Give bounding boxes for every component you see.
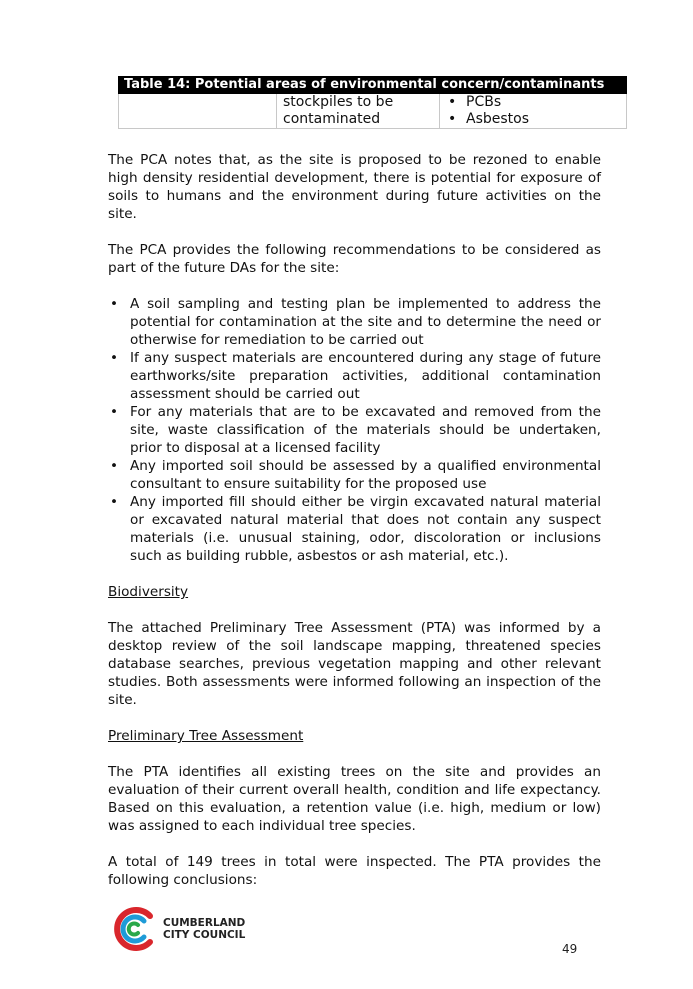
list-item: • Any imported soil should be assessed by a qualified environmental consultant to ensure suitability for the proposed use [108,457,601,493]
logo-line-2: CITY COUNCIL [163,929,246,941]
paragraph-pca-notes: The PCA notes that, as the site is proposed to be rezoned to enable high density residential development, there is potential for exposure of soils to humans and the environment during future activities on the site. [108,152,601,222]
list-item: • If any suspect materials are encountered during any stage of future earthworks/site preparation activities, additional contamination assessment should be carried out [108,349,601,403]
recommendations-list [108,295,601,565]
page-number: 49 [562,942,578,956]
paragraph-pca-recommendations: The PCA provides the following recommendations to be considered as part of the future DAs for the site: [108,242,601,276]
council-name [163,917,245,941]
contaminant-item: • Asbestos [448,111,626,128]
table-row [118,94,627,129]
list-item: • A soil sampling and testing plan be implemented to address the potential for contamination at the site and to determine the need or otherwise for remediation to be carried out [108,295,601,349]
contaminant-item: • PCBs [448,94,626,111]
contaminants-table [118,76,627,129]
table-cell-description: stockpiles to be contaminated [277,94,440,128]
list-item: • Any imported fill should either be virgin excavated natural material or excavated natural material that does not contain any suspect materials (i.e. unusual staining, odor, discoloration or inclusions such as building rubble, asbestos or ash material, etc.). [108,493,601,565]
table-cell-empty [119,94,277,128]
paragraph-pta-intro: The attached Preliminary Tree Assessment (PTA) was informed by a desktop review of the soil landscape mapping, threatened species database searches, previous vegetation mapping and other relevant studies. Both assessments were informed following an inspection of the site. [108,620,601,708]
table-cell-contaminants [440,94,626,128]
document-body [108,151,601,889]
heading-biodiversity: Biodiversity [108,584,189,600]
heading-preliminary-tree-assessment: Preliminary Tree Assessment [108,728,304,744]
table-title: Table 14: Potential areas of environmental concern/contaminants [118,76,627,94]
contaminant-list [448,94,626,128]
council-logo [111,906,245,952]
paragraph-pta-conclusions: A total of 149 trees in total were inspected. The PTA provides the following conclusions: [108,854,601,888]
list-item: • For any materials that are to be excavated and removed from the site, waste classification of the materials should be undertaken, prior to disposal at a licensed facility [108,403,601,457]
council-logo-mark-icon [111,906,157,952]
logo-line-1: CUMBERLAND [163,917,246,929]
paragraph-pta-evaluation: The PTA identifies all existing trees on the site and provides an evaluation of their current overall health, condition and life expectancy. Based on this evaluation, a retention value (i.e. high, medium or low) was assigned to each individual tree species. [108,764,601,834]
